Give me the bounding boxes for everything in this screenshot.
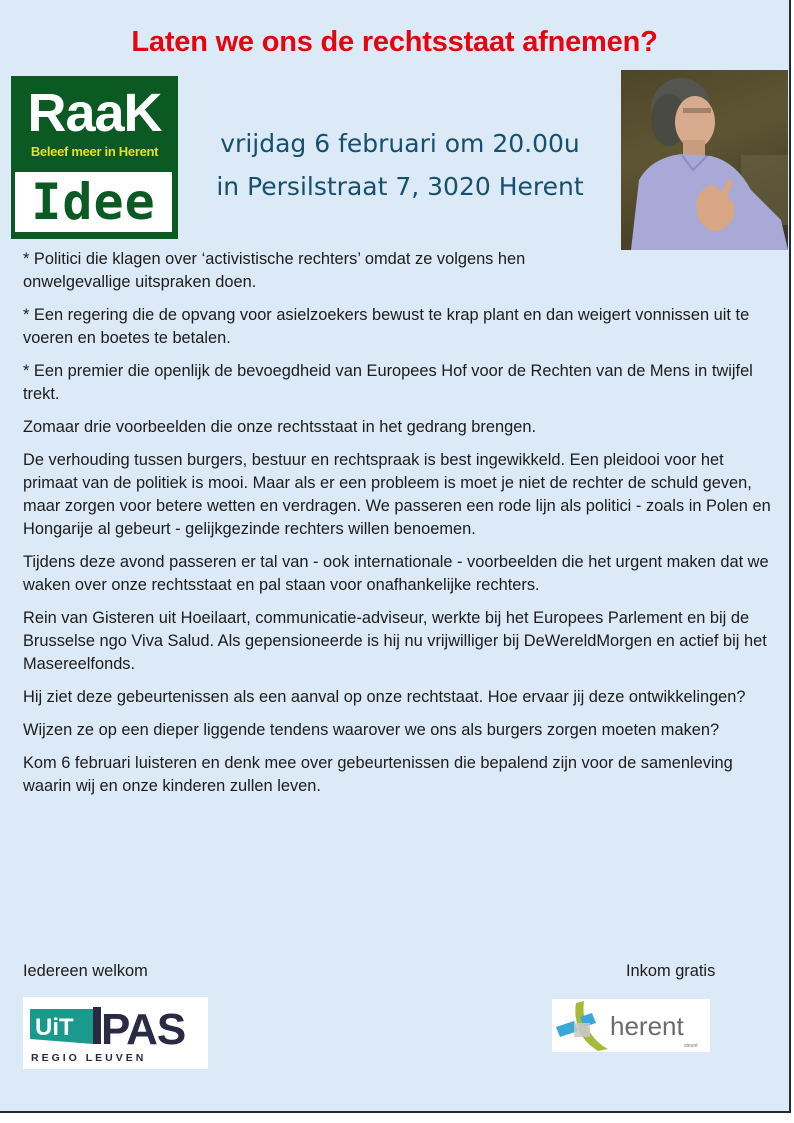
raak-logo-tagline: Beleef meer in Herent — [30, 144, 159, 159]
herent-logo-graphic — [552, 999, 710, 1052]
svg-text:PAS: PAS — [101, 1005, 186, 1054]
paragraph: Tijdens deze avond passeren er tal van - ook internationale - voorbeelden die het urgent maken dat we waken over onze rechtsstaat en pal staan voor onafhankelijke rechters. — [23, 553, 769, 594]
idee-logo-word: Idee — [31, 173, 156, 231]
bullet-paragraph: * Een regering die de opvang voor asielzoekers bewust te krap plant en dan weigert vonnissen uit te voeren en boetes te betalen. — [23, 306, 750, 347]
welcome-text: Iedereen welkom — [23, 962, 148, 980]
raak-idee-logo — [11, 76, 178, 239]
event-info — [190, 122, 610, 208]
admission-text: Inkom gratis — [626, 962, 716, 980]
bullet-paragraph: * Politici die klagen over ‘activistische rechters’ omdat ze volgens hen onwelgevallige uitspraken doen. — [23, 250, 526, 291]
paragraph: Zomaar drie voorbeelden die onze rechtsstaat in het gedrang brengen. — [23, 418, 536, 436]
event-location: in Persilstraat 7, 3020 Herent — [216, 172, 584, 201]
speaker-illustration — [621, 70, 788, 250]
uitpas-logo-graphic — [23, 997, 208, 1069]
paragraph: Hij ziet deze gebeurtenissen als een aanval op onze rechtstaat. Hoe ervaar jij deze ontwikkelingen? — [23, 688, 746, 706]
herent-logo — [552, 999, 710, 1052]
event-date: vrijdag 6 februari om 20.00u — [220, 129, 580, 158]
idee-box — [15, 172, 172, 232]
svg-text:steunt: steunt — [684, 1043, 698, 1049]
uitpas-logo — [23, 997, 208, 1069]
svg-text:UiT: UiT — [35, 1014, 74, 1041]
speaker-photo — [621, 70, 788, 250]
raak-logo-word: RaaK — [27, 83, 162, 143]
paragraph: Wijzen ze op een dieper liggende tendens waarover we ons als burgers zorgen moeten maken? — [23, 721, 720, 739]
svg-text:REGIO LEUVEN: REGIO LEUVEN — [31, 1052, 147, 1064]
paragraph: De verhouding tussen burgers, bestuur en rechtspraak is best ingewikkeld. Een pleidooi voor het primaat van de politiek is mooi. Maar als er een probleem is moet je niet de rechter de schuld geven, maar zorgen voor betere wetten en verdragen. We passeren een rode lijn als politici - zoals in Polen en Hongarije al gebeurt - gelijkgezinde rechters willen benoemen. — [23, 451, 771, 538]
paragraph: Rein van Gisteren uit Hoeilaart, communicatie-adviseur, werkte bij het Europees Parlement en bij de Brusselse ngo Viva Salud. Als gepensioneerde is hij nu vrijwilliger bij DeWereldMorgen en actief bij het Masereelfonds. — [23, 609, 767, 673]
bullet-paragraph: * Een premier die openlijk de bevoegdheid van Europees Hof voor de Rechten van de Mens in twijfel trekt. — [23, 362, 753, 403]
body-text — [23, 248, 773, 808]
svg-text:herent: herent — [610, 1011, 684, 1041]
paragraph: Kom 6 februari luisteren en denk mee over gebeurtenissen die bepalend zijn voor de samenleving waarin wij en onze kinderen zullen leven. — [23, 754, 733, 795]
page-title: Laten we ons de rechtsstaat afnemen? — [131, 26, 658, 58]
